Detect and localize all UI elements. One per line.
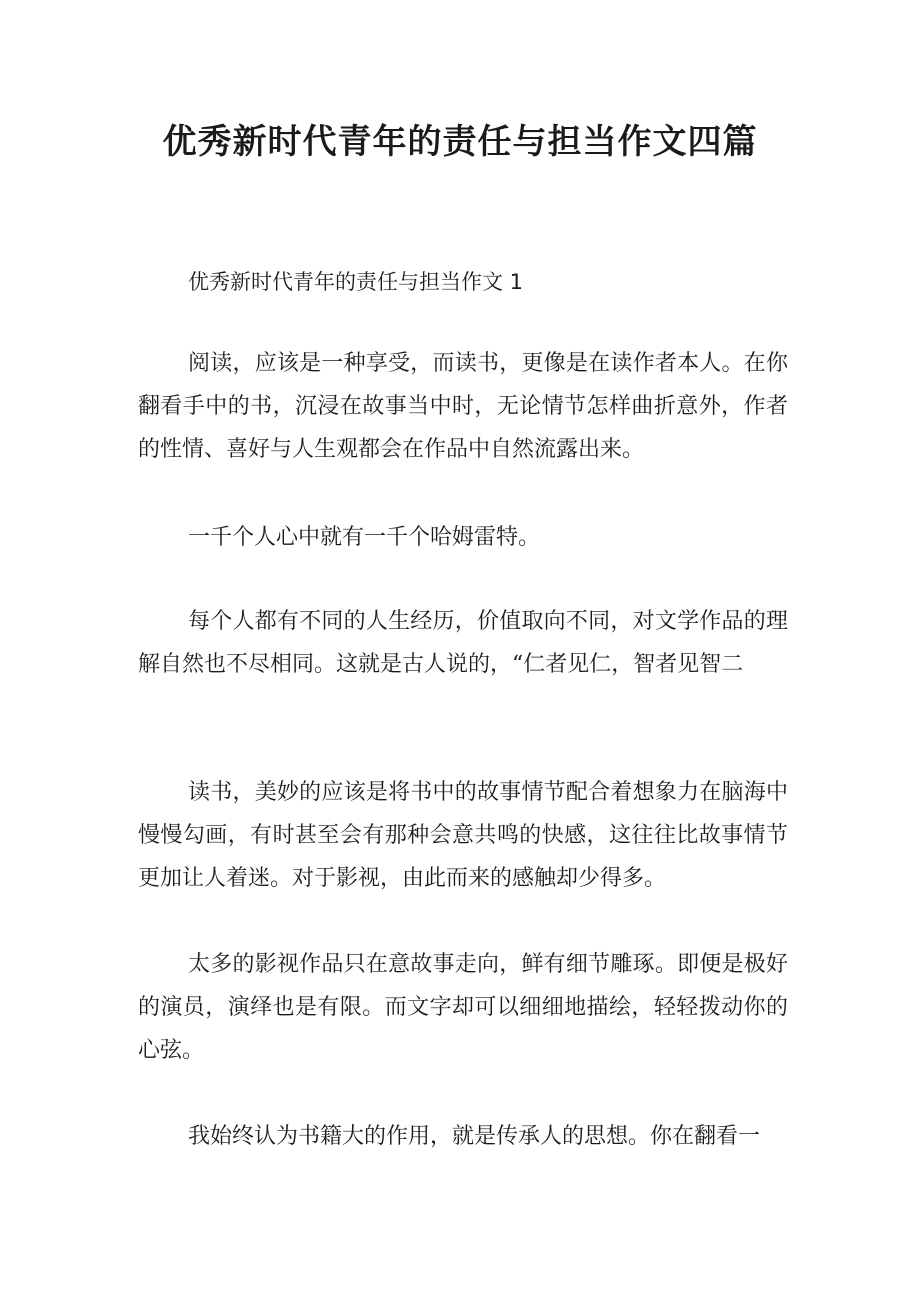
paragraph-6: 我始终认为书籍大的作用，就是传承人的思想。你在翻看一 [188, 1124, 761, 1149]
paragraph-1: 阅读，应该是一种享受，而读书，更像是在读作者本人。在你翻看手中的书，沉浸在故事当中时，无论情节怎样曲折意外，作者的性情、喜好与人生观都会在作品中自然流露出来。 [138, 351, 788, 462]
document-title: 优秀新时代青年的责任与担当作文四篇 [162, 122, 758, 162]
paragraph-5: 太多的影视作品只在意故事走向，鲜有细节雕琢。即便是极好的演员，演绎也是有限。而文字却可以细细地描绘，轻轻拨动你的心弦。 [138, 952, 788, 1063]
paragraph-2: 一千个人心中就有一千个哈姆雷特。 [188, 525, 541, 550]
section-heading: 优秀新时代青年的责任与担当作文 1 [188, 270, 524, 294]
paragraph-4: 读书，美妙的应该是将书中的故事情节配合着想象力在脑海中慢慢勾画，有时甚至会有那种会意共鸣的快感，这往往比故事情节更加让人着迷。对于影视，由此而来的感触却少得多。 [138, 780, 788, 891]
paragraph-3: 每个人都有不同的人生经历，价值取向不同，对文学作品的理解自然也不尽相同。这就是古人说的，“仁者见仁，智者见智二 [138, 609, 788, 677]
